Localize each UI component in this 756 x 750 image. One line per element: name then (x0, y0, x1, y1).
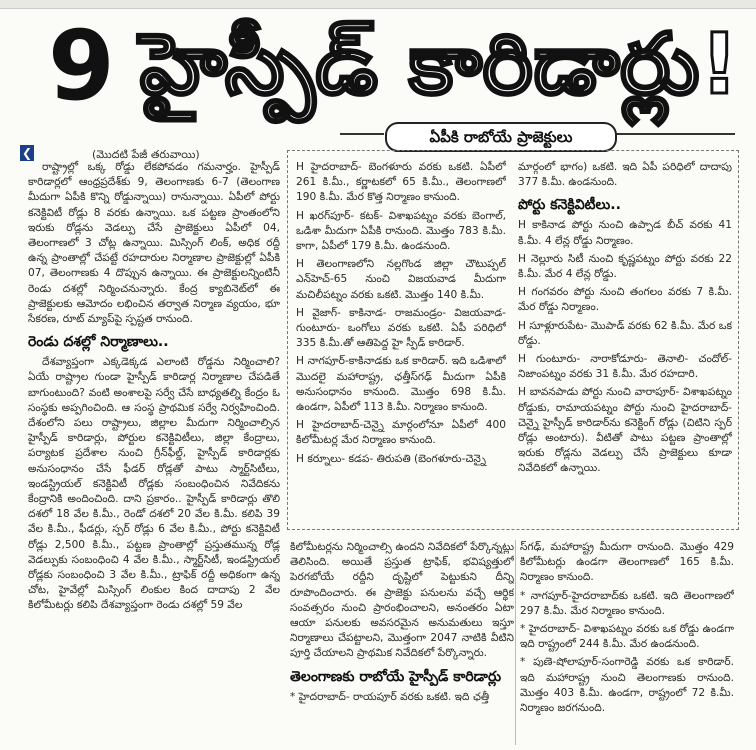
headline-number: 9 (48, 10, 115, 122)
list-item: H నాగపూర్-కాకినాడకు ఒక కారిడార్. ఇది ఒడిశాలో మొదలై మహారాష్ట్ర, ఛత్తీస్‌గఢ్ మీదుగా ఏపీకి అనుసంధానం కానుంది. మొత్తం 698 కి.మీ. ఉండగా, ఏపీలో 113 కి.మీ. నిర్మాణం కానుంది. (296, 355, 506, 414)
list-item: H బావనపాడు పోర్టు నుంచి వారాపూర్- విశాఖపట్నం రోడ్డుకు, రామాయపట్నం పోర్టు నుంచి హైదరాబాద్-చెన్నై హైస్పీడ్ కారిడార్‌ను కనెక్టింగ్ రోడ్లు (చిటిని స్పర్ రోడ్లు అంటారు). వీటితో పాటు పట్టణ ప్రాంతాల్లో ఇరుకు రోడ్లను వెడల్పు చేసే ప్రాజెక్టులు కూడా నివేదికలో ఉన్నాయి. (518, 386, 732, 475)
list-item-text: బావనపాడు పోర్టు నుంచి వారాపూర్- విశాఖపట్నం రోడ్డుకు, రామాయపట్నం పోర్టు నుంచి హైదరాబాద్-చెన్నై హైస్పీడ్ కారిడార్‌ను కనెక్టింగ్ రోడ్లు (చిటిని స్పర్ రోడ్లు అంటారు). వీటితో పాటు పట్టణ ప్రాంతాల్లో ఇరుకు రోడ్లను వెడల్పు చేసే ప్రాజెక్టులు కూడా నివేదికలో ఉన్నాయి. (518, 386, 732, 475)
list-item: * నాగపూర్-హైదరాబాద్‌కు ఒకటి. ఇది తెలంగాణలో 297 కి.మీ. మేర నిర్మాణం కానుంది. (520, 589, 734, 617)
list-item-text: కాకినాడ పోర్టు నుంచి ఉప్పాడ బీచ్ వరకు 41 కి.మీ. 4 లేన్ల రోడ్డు నిర్మాణం. (518, 219, 732, 247)
headline (0, 12, 756, 120)
paragraph: దేశవ్యాప్తంగా ఎక్కడెక్కడ ఎలాంటి రోడ్డను నిర్మించాలి? ఏయే రాష్ట్రాల గుండా హైస్పీడ్ కారిడార్ల నిర్మాణాల చేపడితే బాగుంటుంది? వంటి అంశాలపై సర్వే చేసే బాధ్యతల్ని కేంద్రం ఓ సంస్థకు అప్పగించింది. ఆ సంస్థ ప్రాథమిక సర్వే నిర్వహించింది. దేశంలోని పలు రాష్ట్రాలు, జిల్లాల మీదుగా నిర్మించాల్సిన హైస్పీడ్ కారిడార్లు, పోర్టుల కనెక్టివిటీలు, జిల్లా కేంద్రాలు, పర్యాటక ప్రదేశాల నుంచి గ్రీన్‌ఫీల్డ్, హైస్పీడ్ కారిడార్లకు అనుసంధానం చేసే ఫీడర్ రోడ్లతో పాటు స్మార్ట్‌సిటీలు, ఇండస్ట్రియల్ కనెక్టివిటీ రోడ్లకు సంబంధించిన నివేదికను కేంద్రానికి అందించింది. దాని ప్రకారం.. హైస్పీడ్ కారిడార్లు తొలి దశలో 18 వేల కి.మీ., రెండో దశలో 20 వేల కి.మీ. కలిపి 39 వేల కి.మీ., ఫీడర్లు, స్పర్ రోడ్లు 6 వేల కి.మీ., పోర్టు కనెక్టివిటీ రోడ్లు 2,500 కి.మీ., పట్టణ ప్రాంతాల్లో ప్రస్తుతమున్న రోడ్ల వెడల్పుకు సంబంధించి 4 వేల కి.మీ., స్మార్ట్‌సిటీ, ఇండస్ట్రియల్ రోడ్లకు సంబంధించి 3 వేల కి.మీ., ట్రాఫిక్ రద్దీ అధికంగా ఉన్న చోట, హైవేల్లో మిస్సింగ్ లింకుల కింద దాదాపు 2 వేల కిలోమీటర్లు కలిపి దేశవ్యాప్తంగా రెండు దశల్లో 59 వేల (28, 356, 280, 612)
column-3 (518, 160, 732, 528)
list-item-text: వైజాగ్- కాకినాడ- రాజమండ్రం- విజయవాడ-గుంటూరు- ఒంగోలు వరకు ఒకటి. ఏపీ పరిధిలో 335 కి.మీ.తో ఆతిపెద్ద హై స్పీడ్ కారిడార్. (296, 306, 506, 350)
list-item-text: హైదరాబాద్- రాయపూర్ వరకు ఒకటి. ఇది ఛత్తీ (298, 690, 490, 703)
list-item-text: హైదరాబాద్-చెన్నై మార్గంలోనూ ఏపీలో 400 కిలోమీటర్ల మేర నిర్మాణం కానుంది. (296, 419, 506, 447)
list-item: * పుణె-షోలాపూర్-సంగారెడ్డి వరకు ఒక కారిడార్. ఇది మహారాష్ట్ర నుంచి తెలంగాణకు రానుంది. మొత్తం 403 కి.మీ. ఉండగా, రాష్ట్రంలో 72 కి.మీ. నిర్మాణం జరగనుంది. (520, 656, 734, 715)
subhead-rule-right (615, 133, 735, 135)
list-item: * హైదరాబాద్- రాయపూర్ వరకు ఒకటి. ఇది ఛత్తీ (290, 690, 490, 703)
subhead-rule-left (340, 133, 384, 135)
column-divider (515, 540, 516, 745)
list-item: H హైదరాబాద్- బెంగళూరు వరకు ఒకటి. ఏపీలో 261 కి.మీ., కర్ణాటకలో 65 కి.మీ., తెలంగాణలో 190 కి.మీ. మేర కొత్త నిర్మాణం కానుంది. (296, 161, 506, 204)
column-2 (296, 160, 506, 528)
list-item-text: కర్నూలు- కడప- తిరుపతి (బెంగళూరు-చెన్నై (307, 452, 486, 465)
list-item-text: పుణె-షోలాపూర్-సంగారెడ్డి వరకు ఒక కారిడార్. ఇది మహారాష్ట్ర నుంచి తెలంగాణకు రానుంది. మొత్తం 403 కి.మీ. ఉండగా, రాష్ట్రంలో 72 కి.మీ. నిర్మాణం జరగనుంది. (520, 656, 734, 715)
list-item-text: తెలంగాణలోని నల్లగొండ జిల్లా చౌటుప్పల్ ఎన్‌హెచ్-65 నుంచి విజయవాడ మీదుగా మచిలీపట్నం వరకు ఒకటి. మొత్తం 140 కి.మీ. (296, 258, 506, 301)
list-item-text: నాగపూర్-కాకినాడకు ఒక కారిడార్. ఇది ఒడిశాలో మొదలై మహారాష్ట్ర, ఛత్తీస్‌గఢ్ మీదుగా ఏపీకి అనుసంధానం కానుంది. మొత్తం 698 కి.మీ. ఉండగా, ఏపీలో 113 కి.మీ. నిర్మాణం కానుంది. (296, 355, 506, 414)
list-item-text: గంగవరం పోర్టు నుంచి తంగలం వరకు 7 కి.మీ. మేర రోడ్డు నిర్మాణం. (518, 286, 732, 314)
list-item-text: నెల్లూరు సిటీ నుంచి కృష్ణపట్నం పోర్టు వరకు 22 కి.మీ. మేర 4 లేన్ల రోడ్డు. (518, 252, 732, 281)
list-item: H గంగవరం పోర్టు నుంచి తంగలం వరకు 7 కి.మీ. మేర రోడ్డు నిర్మాణం. (518, 286, 732, 314)
section-heading: తెలంగాణకు రాబోయే హైస్పీడ్ కారిడార్లు (290, 668, 502, 685)
continued-note: (మొదటి పేజీ తరువాయి) (92, 148, 200, 161)
top-strip (0, 0, 756, 9)
paragraph: మార్గంలో భాగం) ఒకటి. ఇది ఏపీ పరిధిలో దాదాపు 377 కి.మీ. ఉండనుంది. (518, 161, 732, 189)
column-4 (290, 540, 514, 750)
list-item: H సూళ్లూరుపేట- మొపాడ్ వరకు 62 కి.మీ. మేర ఒక రోడ్డు. (518, 319, 732, 347)
chevron-left-icon[interactable]: ❮ (21, 146, 33, 160)
column-1 (28, 160, 280, 750)
list-item: H తెలంగాణలోని నల్లగొండ జిల్లా చౌటుప్పల్ ఎన్‌హెచ్-65 నుంచి విజయవాడ మీదుగా మచిలీపట్నం వరకు ఒకటి. మొత్తం 140 కి.మీ. (296, 258, 506, 301)
list-item-text: సూళ్లూరుపేట- మొపాడ్ వరకు 62 కి.మీ. మేర ఒక రోడ్డు. (518, 319, 732, 347)
subhead-badge: ఏపీకి రాబోయే ప్రాజెక్టులు (385, 122, 617, 152)
list-item-text: గుంటూరు- నారాకోడూరు- తెనాలి- చందోల్- నిజాంపట్నం వరకు 31 కి.మీ. మేర రహదారి. (518, 353, 732, 381)
list-item: H వైజాగ్- కాకినాడ- రాజమండ్రం- విజయవాడ-గుంటూరు- ఒంగోలు వరకు ఒకటి. ఏపీ పరిధిలో 335 కి.మీ.తో ఆతిపెద్ద హై స్పీడ్ కారిడార్. (296, 306, 506, 350)
paragraph: రాష్ట్రాల్లో ఒక్క రోడ్డు లేకపోవడం గమనార్హం. హైస్పీడ్ కారిడార్లలో ఆంధ్రప్రదేశ్‌కు 9, తెలంగాణకు 6-7 (తెలంగాణ మీదుగా ఏపీకి కొన్ని రోడ్డున్నాయి) రానున్నాయి. ఏపీలో పోర్టు కనెక్టివిటీ రోడ్లు 8 వరకు ఉన్నాయి. ఒక పట్టణ ప్రాంతంలోని ఇరుకు రోడ్లను వెడల్పు చేసే ప్రాజెక్టులు ఏపీలో 04, తెలంగాణలో 3 చోట్ల ఉన్నాయి. మిస్సింగ్ లింక్, అధిక రద్దీ ఉన్న ప్రాంతాల్లో చేపట్టే రహదారుల నిర్మాణాల ప్రాజెక్టుల్లో ఏపీకి 07, తెలంగాణకు 4 దొప్పున ఉన్నాయి. ఈ ప్రాజెక్టులన్నింటినీ రెండు దశల్లో నిర్మించనున్నారు. కేంద్ర క్యాబినెట్‌లో ఈ ప్రాజెక్టులకు ఆమోదం లభించిన తర్వాత నిర్మాణ వ్యయం, భూ సేకరణ, రూట్ మ్యాప్‌పై స్పష్టత రానుంది. (28, 161, 280, 326)
list-item: H ఖరగ్‌పూర్- కటక్- విశాఖపట్నం వరకు బెంగాల్, ఒడిశా మీదుగా ఏపీకి రానుంది. మొత్తం 783 కి.మీ. కాగా, ఏపీలో 179 కి.మీ. ఉండనుంది. (296, 209, 506, 253)
list-item-text: నాగపూర్-హైదరాబాద్‌కు ఒకటి. ఇది తెలంగాణలో 297 కి.మీ. మేర నిర్మాణం కానుంది. (520, 589, 734, 617)
list-item-text: హైదరాబాద్- విశాఖపట్నం వరకు ఒక రోడ్డు ఉండగా ఇది రాష్ట్రంలో 244 కి.మీ. మేర ఉండనుంది. (520, 623, 734, 651)
paragraph: కిలోమీటర్లను నిర్మించాల్సి ఉందని నివేదికలో పేర్కొన్నట్లు తెలిసింది. అయితే ప్రస్తుత ట్రాఫిక్, భవిష్యత్తులో పెరగబోయే రద్దీని దృష్టిలో పెట్టుకుని దీన్ని రూపొందించారు. ఈ ప్రాజెక్టు పనులను వచ్చే ఆర్థిక సంవత్సరం నుంచి ప్రారంభించాలని, అనంతరం ఏటా ఆయా పనులకు అవసరమైన అనుమతులు ఇస్తూ నిర్మాణాలు చేపట్టాలని, మొత్తంగా 2047 నాటికి వీటిని పూర్తి చేయాలని ప్రాథమిక నివేదికలో పేర్కొన్నారు. (290, 541, 514, 660)
list-item: H హైదరాబాద్-చెన్నై మార్గంలోనూ ఏపీలో 400 కిలోమీటర్ల మేర నిర్మాణం కానుంది. (296, 419, 506, 447)
list-item-text: ఖరగ్‌పూర్- కటక్- విశాఖపట్నం వరకు బెంగాల్, ఒడిశా మీదుగా ఏపీకి రానుంది. మొత్తం 783 కి.మీ. కాగా, ఏపీలో 179 కి.మీ. ఉండనుంది. (296, 209, 506, 253)
section-heading: రెండు దశల్లో నిర్మాణాలు.. (28, 334, 169, 351)
list-item: H నెల్లూరు సిటీ నుంచి కృష్ణపట్నం పోర్టు వరకు 22 కి.మీ. మేర 4 లేన్ల రోడ్డు. (518, 252, 732, 281)
paragraph: స్‌గఢ్, మహారాష్ట్ర మీదుగా రానుంది. మొత్తం 429 కిలోమీటర్లు ఉండగా తెలంగాణలో 165 కి.మీ. నిర్మాణం కానుంది. (520, 541, 734, 584)
headline-title: హైస్పీడ్ కారిడార్లు! (140, 15, 740, 113)
list-item: H కర్నూలు- కడప- తిరుపతి (బెంగళూరు-చెన్నై (296, 452, 486, 465)
section-heading: పోర్టు కనెక్టివిటీలు.. (518, 197, 621, 214)
list-item: * హైదరాబాద్- విశాఖపట్నం వరకు ఒక రోడ్డు ఉండగా ఇది రాష్ట్రంలో 244 కి.మీ. మేర ఉండనుంది. (520, 623, 734, 651)
list-item: H కాకినాడ పోర్టు నుంచి ఉప్పాడ బీచ్ వరకు 41 కి.మీ. 4 లేన్ల రోడ్డు నిర్మాణం. (518, 219, 732, 247)
column-5 (520, 540, 734, 750)
list-item: H గుంటూరు- నారాకోడూరు- తెనాలి- చందోల్- నిజాంపట్నం వరకు 31 కి.మీ. మేర రహదారి. (518, 353, 732, 381)
list-item-text: హైదరాబాద్- బెంగళూరు వరకు ఒకటి. ఏపీలో 261 కి.మీ., కర్ణాటకలో 65 కి.మీ., తెలంగాణలో 190 కి.మీ. మేర కొత్త నిర్మాణం కానుంది. (296, 161, 506, 204)
